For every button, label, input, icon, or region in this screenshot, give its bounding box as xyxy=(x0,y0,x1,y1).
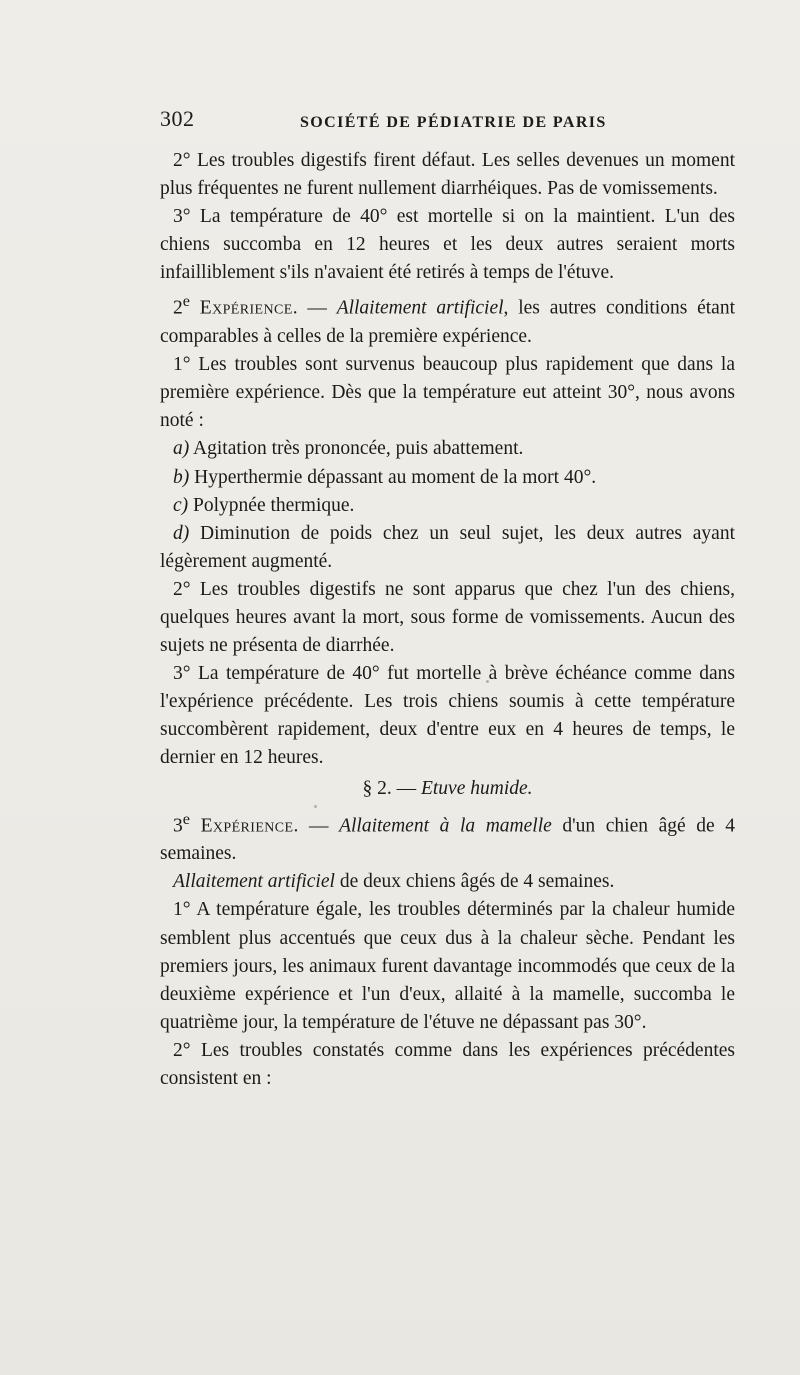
paragraph-allaitement-artificiel xyxy=(160,868,735,896)
experience-title: Allaitement artificiel xyxy=(336,297,504,319)
list-item-c xyxy=(160,492,735,520)
experience-number: 2 xyxy=(173,297,183,319)
experience-label: Expérience xyxy=(199,297,293,319)
section-title: Etuve humide. xyxy=(420,777,533,799)
experience-number: 3 xyxy=(173,815,183,837)
list-item-text: Agitation très prononcée, puis abattement. xyxy=(189,438,524,460)
experience-title: Allaitement à la mamelle xyxy=(339,815,552,837)
experience-superscript: e xyxy=(182,292,190,311)
list-item-label: c) xyxy=(173,494,189,516)
experience-label: Expérience xyxy=(200,815,294,837)
paragraph-troubles-rapides: 1° Les troubles sont survenus beaucoup plus rapidement que dans la première expérience. Dès que la température eut atteint 30°, nous avons noté : xyxy=(160,354,735,432)
list-item-text: Diminution de poids chez un seul sujet, les deux autres ayant légèrement augmenté. xyxy=(160,522,735,572)
paragraph-temperature-mortelle: 3° La température de 40° est mortelle si on la maintient. L'un des chiens succomba en 12 heures et les deux autres seraient morts infailliblement s'ils n'avaient été retirés à temps de l'étuve. xyxy=(160,206,735,284)
scan-speck xyxy=(314,805,317,808)
paragraph-vomissements: 2° Les troubles digestifs ne sont apparus que chez l'un des chiens, quelques heures avant la mort, sous forme de vomissements. Aucun des sujets ne présenta de diarrhée. xyxy=(160,578,735,657)
paragraph-troubles-digestifs: 2° Les troubles digestifs firent défaut. Les selles devenues un moment plus fréquentes ne furent nullement diarrhéiques. Pas de vomissements. xyxy=(160,150,735,200)
paragraph-experience-3 xyxy=(160,805,735,869)
list-item-a xyxy=(160,435,735,463)
page-header xyxy=(160,106,735,146)
scan-speck xyxy=(486,680,489,683)
paragraph-chaleur-humide: 1° A température égale, les troubles déterminés par la chaleur humide semblent plus accentués que ceux dus à la chaleur sèche. Pendant les premiers jours, les animaux furent davantage incommodés que ceux de la deuxième expérience et l'un d'eux, allaité à la mamelle, succomba le quatrième jour, la température de l'étuve ne dépassant pas 30°. xyxy=(160,899,735,1033)
paragraph-experience-2 xyxy=(160,287,735,351)
list-item-b xyxy=(160,464,735,492)
allaitement-title: Allaitement artificiel xyxy=(173,871,335,893)
experience-separator: . — xyxy=(293,815,340,837)
experience-description: , les autres conditions étant comparables à celles de la première expérience. xyxy=(160,297,735,348)
experience-description: d'un chien âgé de 4 semaines. xyxy=(160,815,736,865)
list-item-d xyxy=(160,520,735,576)
list-item-text: Polypnée thermique. xyxy=(188,494,355,516)
list-item-label: a) xyxy=(173,438,190,460)
running-head: SOCIÉTÉ DE PÉDIATRIE DE PARIS xyxy=(300,114,607,131)
list-item-label: d) xyxy=(173,522,190,544)
body-text xyxy=(160,147,735,1093)
list-item-text: Hyperthermie dépassant au moment de la mort 40°. xyxy=(189,466,597,488)
allaitement-description: de deux chiens âgés de 4 semaines. xyxy=(334,871,615,893)
section-heading xyxy=(160,775,735,803)
experience-superscript: e xyxy=(182,809,190,828)
paragraph-mort-breve: 3° La température de 40° fut mortelle à brève échéance comme dans l'expérience précédente. Les trois chiens soumis à cette température succombèrent rapidement, deux d'entre eux en 4 heures de temps, le dernier en 12 heures. xyxy=(160,663,735,769)
page-number: 302 xyxy=(160,106,195,131)
paragraph-troubles-constates: 2° Les troubles constatés comme dans les expériences précédentes consistent en : xyxy=(160,1039,735,1089)
experience-separator: . — xyxy=(292,297,337,319)
section-label: § 2. — xyxy=(362,777,421,799)
scan-speck xyxy=(622,216,625,219)
list-item-label: b) xyxy=(173,466,190,488)
